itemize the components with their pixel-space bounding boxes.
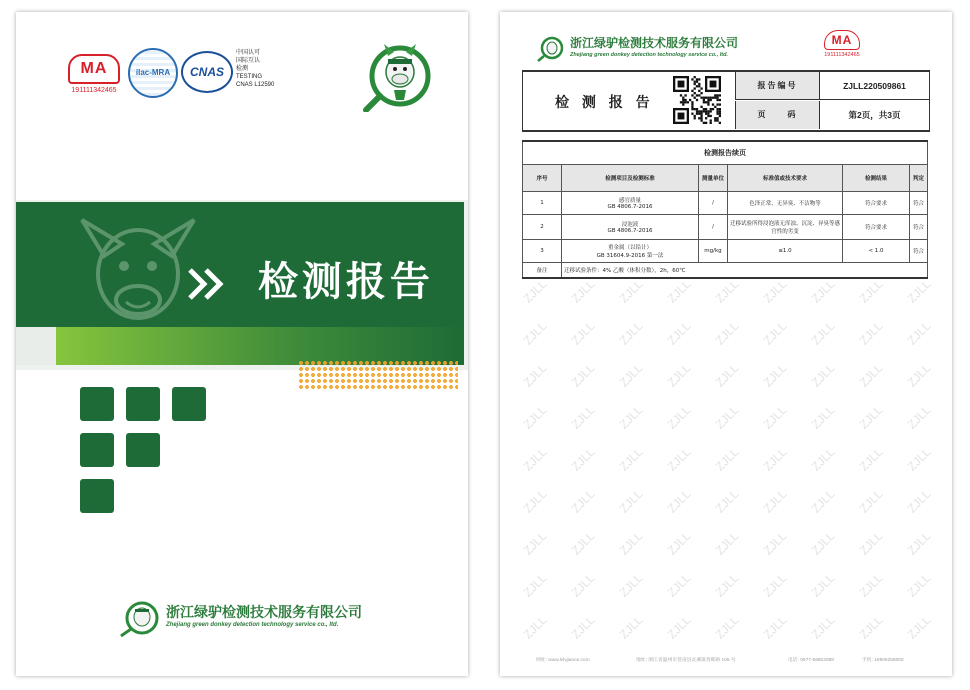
- note-text: 迁移试验条件：4% 乙酸（体积分数），2h，60℃: [562, 263, 928, 279]
- donkey-magnifier-logo: [362, 42, 434, 112]
- cnas-line: TESTING: [236, 74, 263, 80]
- watermark-text: ZJLL: [616, 612, 646, 642]
- cover-title-text: 检测报告: [257, 259, 434, 305]
- watermark-text: ZJLL: [808, 360, 838, 390]
- row-item: [562, 192, 699, 215]
- watermark-text: ZJLL: [856, 444, 886, 474]
- row-requirement: 色泽正常、无异臭、不洁物等: [728, 192, 843, 215]
- watermark-text: ZJLL: [712, 276, 742, 306]
- row-no: 2: [523, 215, 562, 240]
- footer-phone: 电话: 0577-68802088: [788, 658, 834, 663]
- watermark-text: ZJLL: [664, 276, 694, 306]
- row-item: [562, 240, 699, 263]
- watermark-text: ZJLL: [616, 360, 646, 390]
- report-no-value: ZJLL220509861: [819, 72, 929, 100]
- ma-badge-text: MA: [824, 30, 860, 50]
- watermark-text: ZJLL: [664, 612, 694, 642]
- report-info-grid: [735, 72, 929, 130]
- watermark-text: ZJLL: [664, 570, 694, 600]
- column-header: 检测结果: [843, 165, 910, 192]
- table-title: 检测报告续页: [523, 141, 928, 165]
- watermark-text: ZJLL: [520, 318, 550, 348]
- watermark-text: ZJLL: [616, 570, 646, 600]
- item-standard: GB 4806.7-2016: [607, 228, 653, 234]
- cover-title: [186, 250, 434, 307]
- watermark-text: ZJLL: [808, 444, 838, 474]
- ilac-mra-logo: ilac-MRA: [128, 48, 178, 98]
- watermark-text: ZJLL: [664, 486, 694, 516]
- row-no: 3: [523, 240, 562, 263]
- watermark-text: ZJLL: [568, 444, 598, 474]
- company-name-en: Zhejiang green donkey detection technology service co., ltd.: [166, 622, 339, 628]
- watermark-text: ZJLL: [760, 276, 790, 306]
- watermark-text: ZJLL: [568, 402, 598, 432]
- watermark-text: ZJLL: [808, 612, 838, 642]
- watermark-text: ZJLL: [664, 528, 694, 558]
- watermark-text: ZJLL: [760, 528, 790, 558]
- watermark-text: ZJLL: [712, 528, 742, 558]
- cnas-line: 国际互认: [236, 58, 261, 64]
- note-row: [523, 263, 928, 279]
- watermark-text: ZJLL: [520, 486, 550, 516]
- footer-mobile: 手机: 18906258000: [862, 658, 904, 663]
- cnas-line: CNAS L12590: [236, 82, 275, 88]
- cma-logo: [66, 54, 122, 94]
- ma-badge-text: MA: [68, 54, 120, 84]
- watermark-text: ZJLL: [808, 402, 838, 432]
- watermark-text: ZJLL: [760, 318, 790, 348]
- donkey-logo-icon: [118, 600, 162, 638]
- row-no: 1: [523, 192, 562, 215]
- row-result: 符合要求: [843, 192, 910, 215]
- watermark-text: ZJLL: [712, 360, 742, 390]
- watermark-text: ZJLL: [904, 486, 934, 516]
- watermark-text: ZJLL: [904, 360, 934, 390]
- results-table: [522, 140, 928, 279]
- watermark-text: ZJLL: [856, 360, 886, 390]
- cnas-line: 检测: [236, 66, 249, 72]
- watermark-text: ZJLL: [808, 276, 838, 306]
- report-page: [500, 12, 952, 676]
- square: [80, 433, 114, 467]
- watermark-text: ZJLL: [616, 528, 646, 558]
- table-row: [523, 240, 928, 263]
- watermark-text: ZJLL: [520, 570, 550, 600]
- watermark-text: ZJLL: [568, 570, 598, 600]
- column-header: 检测项目及检测标准: [562, 165, 699, 192]
- watermark-text: ZJLL: [856, 318, 886, 348]
- watermark-text: ZJLL: [520, 360, 550, 390]
- watermark-text: ZJLL: [904, 570, 934, 600]
- watermark-text: ZJLL: [760, 444, 790, 474]
- watermark-text: ZJLL: [616, 444, 646, 474]
- square: [126, 433, 160, 467]
- watermark-text: ZJLL: [808, 486, 838, 516]
- row-item: [562, 215, 699, 240]
- item-standard: GB 4806.7-2016: [607, 204, 653, 210]
- row-verdict: 符合: [910, 240, 928, 263]
- watermark-text: ZJLL: [712, 486, 742, 516]
- watermark-text: ZJLL: [904, 402, 934, 432]
- double-chevron-icon: [186, 259, 244, 305]
- square: [126, 387, 160, 421]
- footer-address: 地址: 浙江省温州市苍南县灵溪镇春晖路 105 号: [636, 658, 736, 663]
- row-verdict: 符合: [910, 215, 928, 240]
- table-header-row: [523, 165, 928, 192]
- watermark-text: ZJLL: [568, 528, 598, 558]
- watermark-text: ZJLL: [904, 528, 934, 558]
- watermark-text: ZJLL: [760, 612, 790, 642]
- watermark-text: ZJLL: [712, 444, 742, 474]
- page-value: 第2页，共3页: [819, 101, 929, 129]
- watermark-text: ZJLL: [520, 444, 550, 474]
- cma-logo: [822, 30, 862, 58]
- ma-number: 191111342465: [71, 87, 117, 94]
- column-header: 判定: [910, 165, 928, 192]
- square: [80, 387, 114, 421]
- watermark-text: ZJLL: [856, 570, 886, 600]
- watermark-text: ZJLL: [856, 528, 886, 558]
- watermark-text: ZJLL: [568, 612, 598, 642]
- report-company-cn: 浙江绿驴检测技术服务有限公司: [570, 36, 739, 50]
- watermark-text: ZJLL: [904, 444, 934, 474]
- watermark-text: ZJLL: [520, 276, 550, 306]
- company-name-cn: 浙江绿驴检测技术服务有限公司: [166, 605, 362, 621]
- row-requirement: 迁移试验所得浸泡液无浑浊、沉淀、异臭等感官性的劣变: [728, 215, 843, 240]
- decorative-dots: [298, 360, 458, 390]
- watermark-text: ZJLL: [616, 276, 646, 306]
- watermark-text: ZJLL: [760, 486, 790, 516]
- watermark-text: ZJLL: [808, 318, 838, 348]
- donkey-logo-icon: [536, 36, 566, 62]
- watermark-text: ZJLL: [616, 318, 646, 348]
- table-row: [523, 192, 928, 215]
- watermark-text: ZJLL: [760, 360, 790, 390]
- watermark-text: ZJLL: [520, 402, 550, 432]
- watermark-text: ZJLL: [712, 570, 742, 600]
- report-no-label: 报告编号: [735, 72, 819, 100]
- item-name: 重金属（以铅计）: [607, 245, 652, 251]
- item-name: 浸泡液: [621, 222, 639, 228]
- watermark-text: ZJLL: [712, 318, 742, 348]
- watermark-text: ZJLL: [520, 528, 550, 558]
- row-verdict: 符合: [910, 192, 928, 215]
- watermark-text: ZJLL: [568, 486, 598, 516]
- square: [80, 479, 114, 513]
- page-label: 页 码: [735, 101, 819, 129]
- report-company-en: Zhejiang green donkey detection technology service co., ltd.: [570, 52, 729, 58]
- watermark-text: ZJLL: [760, 402, 790, 432]
- row-requirement: ≤1.0: [728, 240, 843, 263]
- watermark-text: ZJLL: [568, 276, 598, 306]
- table-row: [523, 215, 928, 240]
- watermark-text: ZJLL: [904, 276, 934, 306]
- square: [172, 387, 206, 421]
- item-standard: GB 31604.9-2016 第一法: [596, 253, 664, 259]
- watermark-text: ZJLL: [616, 402, 646, 432]
- row-result: 符合要求: [843, 215, 910, 240]
- cover-page: [16, 12, 468, 676]
- watermark-text: ZJLL: [856, 612, 886, 642]
- watermark-text: ZJLL: [904, 612, 934, 642]
- cnas-logo: CNAS: [181, 51, 233, 93]
- footer-website: 网址: www.lvlvjiance.com: [536, 658, 590, 663]
- watermark-text: ZJLL: [664, 318, 694, 348]
- watermark-text: ZJLL: [856, 402, 886, 432]
- watermark-text: ZJLL: [712, 402, 742, 432]
- item-name: 感官质量: [618, 198, 641, 204]
- watermark-text: ZJLL: [616, 486, 646, 516]
- row-unit: mg/kg: [699, 240, 728, 263]
- column-header: 标准值或技术要求: [728, 165, 843, 192]
- watermark-text: ZJLL: [520, 612, 550, 642]
- cnas-caption: [236, 49, 274, 89]
- cnas-line: 中国认可: [236, 50, 261, 56]
- row-unit: /: [699, 215, 728, 240]
- watermark-text: ZJLL: [712, 612, 742, 642]
- ma-number: 191111342465: [824, 52, 860, 58]
- watermark-text: ZJLL: [664, 360, 694, 390]
- watermark-text: ZJLL: [856, 276, 886, 306]
- donkey-watermark-icon: [74, 216, 202, 332]
- watermark-text: ZJLL: [568, 318, 598, 348]
- report-info-box: [522, 70, 930, 132]
- report-doc-title: 检 测 报 告: [555, 95, 654, 111]
- row-unit: /: [699, 192, 728, 215]
- qr-code-icon: [673, 76, 721, 124]
- watermark-text: ZJLL: [664, 444, 694, 474]
- watermark-text: ZJLL: [808, 570, 838, 600]
- watermark-text: ZJLL: [856, 486, 886, 516]
- note-label: 备注: [523, 263, 562, 279]
- watermark-text: ZJLL: [808, 528, 838, 558]
- watermark-text: ZJLL: [760, 570, 790, 600]
- band-left-block: [16, 327, 56, 365]
- watermark-text: ZJLL: [904, 318, 934, 348]
- column-header: 序号: [523, 165, 562, 192]
- watermark-text: ZJLL: [568, 360, 598, 390]
- column-header: 测量单位: [699, 165, 728, 192]
- row-result: < 1.0: [843, 240, 910, 263]
- watermark-text: ZJLL: [664, 402, 694, 432]
